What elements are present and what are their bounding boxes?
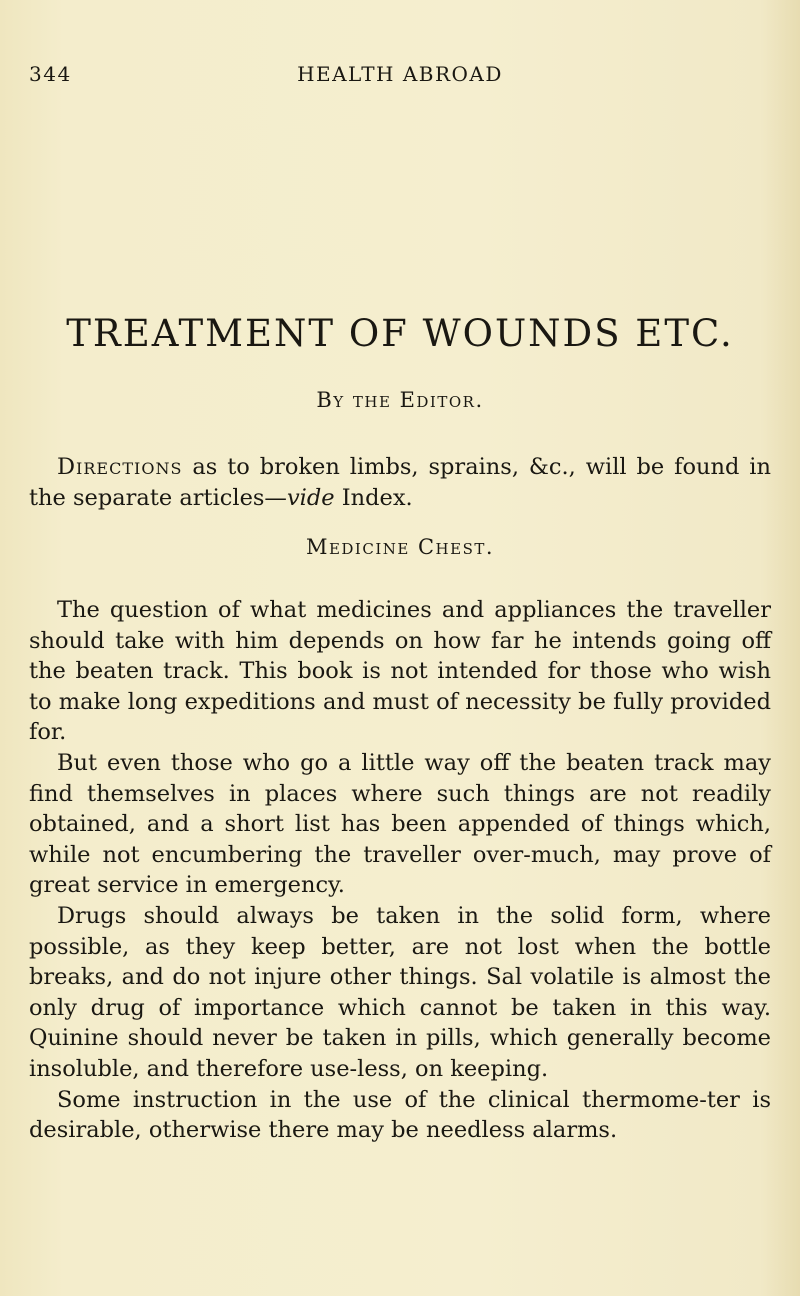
running-head	[29, 62, 771, 92]
vide-word: vide	[286, 484, 335, 511]
directions-text-end: Index.	[334, 484, 413, 511]
body-text	[29, 595, 771, 1146]
paragraph: The question of what medicines and appliances the traveller should take with him depends on how far he intends going off the beaten track. This book is not intended for those who wish to make long expeditions and must of necessity be fully provided for.	[29, 597, 771, 746]
byline: By the Editor.	[316, 388, 484, 412]
paragraph: Some instruction in the use of the clinical thermome-ter is desirable, otherwise there may be needless alarms.	[29, 1086, 771, 1144]
directions-lead-word: Directions	[57, 454, 183, 480]
running-title: HEALTH ABROAD	[297, 62, 503, 86]
directions-paragraph	[29, 452, 771, 513]
page-number: 344	[29, 62, 72, 86]
directions-text: as to broken limbs, sprains, &c., will be found in the separate articles—	[29, 454, 771, 511]
section-heading: Medicine Chest.	[305, 535, 495, 559]
paragraph: Drugs should always be taken in the solid form, where possible, as they keep better, are not lost when the bottle breaks, and do not injure other things. Sal volatile is almost the only drug of importance which cannot be taken in this way. Quinine should never be taken in pills, which generally become insoluble, and therefore use-less, on keeping.	[29, 902, 771, 1082]
paragraph: But even those who go a little way off the beaten track may find themselves in places where such things are not readily obtained, and a short list has been appended of things which, while not encumbering the traveller over-much, may prove of great service in emergency.	[29, 749, 771, 899]
article-title: TREATMENT OF WOUNDS ETC.	[66, 312, 734, 355]
